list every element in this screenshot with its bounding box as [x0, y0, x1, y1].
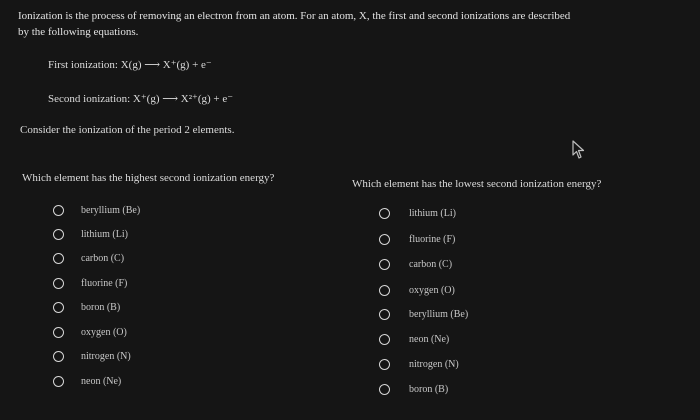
q1-option-0[interactable] — [53, 205, 140, 216]
q1-option-3[interactable] — [53, 278, 127, 289]
option-label: beryllium (Be) — [81, 205, 141, 216]
q2-option-0[interactable] — [379, 208, 456, 219]
option-label: oxygen (O) — [409, 285, 455, 296]
q1-option-7[interactable] — [53, 376, 121, 387]
q2-option-7[interactable] — [379, 384, 448, 395]
question-highest-prompt: Which element has the highest second ionization energy? — [22, 172, 275, 184]
radio-button[interactable] — [379, 234, 390, 245]
option-label: nitrogen (N) — [81, 351, 131, 362]
second-ionization-equation: Second ionization: X⁺(g) ⟶ X²⁺(g) + e⁻ — [48, 93, 234, 105]
q1-option-2[interactable] — [53, 253, 124, 264]
q1-option-6[interactable] — [53, 351, 131, 362]
question-lowest-prompt: Which element has the lowest second ionization energy? — [352, 178, 602, 190]
radio-button[interactable] — [53, 327, 64, 338]
option-label: oxygen (O) — [81, 327, 127, 338]
radio-button[interactable] — [53, 351, 64, 362]
option-label: fluorine (F) — [81, 278, 128, 289]
option-label: boron (B) — [81, 302, 121, 313]
radio-button[interactable] — [53, 278, 64, 289]
q2-option-3[interactable] — [379, 285, 455, 296]
intro-line-1: Ionization is the process of removing an electron from an atom. For an atom, X, the first and second ionizations are described — [18, 10, 571, 22]
radio-button[interactable] — [379, 208, 390, 219]
radio-button[interactable] — [379, 285, 390, 296]
q1-option-4[interactable] — [53, 302, 120, 313]
option-label: beryllium (Be) — [409, 309, 469, 320]
radio-button[interactable] — [53, 302, 64, 313]
option-label: lithium (Li) — [409, 208, 456, 219]
radio-button[interactable] — [53, 376, 64, 387]
radio-button[interactable] — [379, 259, 390, 270]
option-label: boron (B) — [409, 384, 449, 395]
q2-option-2[interactable] — [379, 259, 452, 270]
radio-button[interactable] — [53, 205, 64, 216]
q1-option-5[interactable] — [53, 327, 127, 338]
option-label: neon (Ne) — [81, 376, 122, 387]
option-label: neon (Ne) — [409, 334, 450, 345]
radio-button[interactable] — [379, 384, 390, 395]
q2-option-1[interactable] — [379, 234, 455, 245]
option-label: carbon (C) — [81, 253, 125, 264]
q1-option-1[interactable] — [53, 229, 128, 240]
option-label: carbon (C) — [409, 259, 453, 270]
option-label: lithium (Li) — [81, 229, 128, 240]
radio-button[interactable] — [379, 309, 390, 320]
radio-button[interactable] — [53, 229, 64, 240]
intro-line-2: by the following equations. — [18, 26, 139, 38]
option-label: fluorine (F) — [409, 234, 456, 245]
radio-button[interactable] — [379, 334, 390, 345]
q2-option-6[interactable] — [379, 359, 459, 370]
intro-text — [18, 8, 570, 40]
consider-text: Consider the ionization of the period 2 elements. — [20, 124, 235, 136]
radio-button[interactable] — [379, 359, 390, 370]
first-ionization-equation: First ionization: X(g) ⟶ X⁺(g) + e⁻ — [48, 59, 212, 71]
q2-option-4[interactable] — [379, 309, 468, 320]
q2-option-5[interactable] — [379, 334, 449, 345]
radio-button[interactable] — [53, 253, 64, 264]
option-label: nitrogen (N) — [409, 359, 459, 370]
mouse-pointer-icon — [572, 140, 586, 160]
